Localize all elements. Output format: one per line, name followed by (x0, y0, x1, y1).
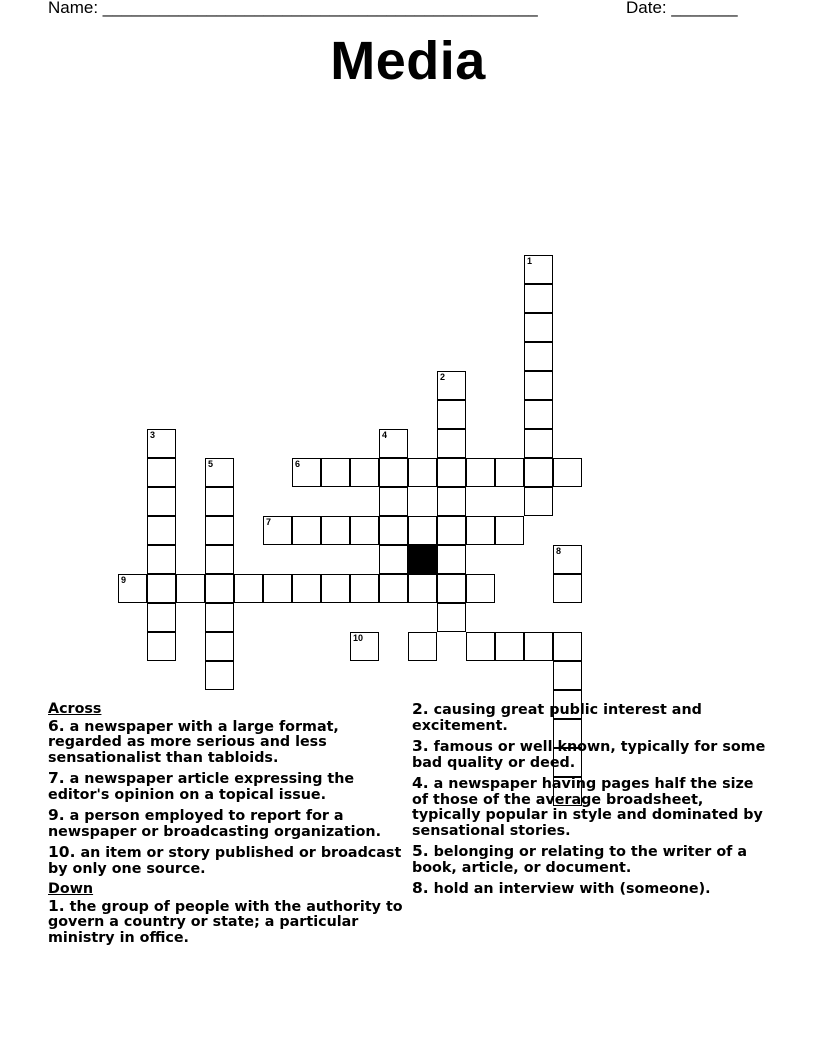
crossword-cell[interactable] (437, 429, 466, 458)
clue-number-label: 1 (527, 256, 533, 266)
black-cell (408, 545, 437, 574)
crossword-cell[interactable] (524, 342, 553, 371)
crossword-cell[interactable] (379, 487, 408, 516)
clue-text: hold an interview with (someone). (433, 881, 711, 897)
crossword-cell[interactable] (350, 632, 379, 661)
crossword-cell[interactable] (553, 545, 582, 574)
crossword-cell[interactable] (205, 487, 234, 516)
clue-number-label: 6 (295, 459, 301, 469)
crossword-cell[interactable] (553, 661, 582, 690)
crossword-cell[interactable] (437, 371, 466, 400)
crossword-cell[interactable] (147, 574, 176, 603)
clue-text: famous or well known, typically for some bad quality or deed. (412, 739, 766, 771)
crossword-cell[interactable] (466, 574, 495, 603)
crossword-cell[interactable] (263, 516, 292, 545)
crossword-cell[interactable] (466, 632, 495, 661)
crossword-cell[interactable] (553, 632, 582, 661)
clue-down-1 (48, 896, 408, 947)
crossword-cell[interactable] (147, 603, 176, 632)
crossword-cell[interactable] (350, 574, 379, 603)
crossword-cell[interactable] (234, 574, 263, 603)
crossword-cell[interactable] (437, 487, 466, 516)
clue-number: 1. (48, 896, 65, 915)
crossword-cell[interactable] (495, 632, 524, 661)
crossword-cell[interactable] (408, 574, 437, 603)
date-field-label: Date: _______ (626, 0, 738, 17)
crossword-cell[interactable] (292, 458, 321, 487)
clue-text: a newspaper having pages half the size of those of the average broadsheet, typically popular in style and dominated by sensational stories. (412, 776, 763, 839)
clues-left-column (48, 702, 408, 951)
crossword-cell[interactable] (466, 516, 495, 545)
clue-number: 9. (48, 806, 65, 824)
crossword-cell[interactable] (321, 516, 350, 545)
crossword-cell[interactable] (263, 574, 292, 603)
crossword-cell[interactable] (408, 516, 437, 545)
crossword-cell[interactable] (321, 574, 350, 603)
crossword-cell[interactable] (147, 632, 176, 661)
clue-number: 4. (412, 774, 429, 792)
crossword-cell[interactable] (553, 574, 582, 603)
crossword-cell[interactable] (524, 458, 553, 487)
name-field-label: Name: ______________________________________________ (48, 0, 538, 17)
clue-number-label: 5 (208, 459, 214, 469)
crossword-cell[interactable] (205, 603, 234, 632)
crossword-cell[interactable] (524, 255, 553, 284)
crossword-cell[interactable] (147, 429, 176, 458)
crossword-cell[interactable] (495, 516, 524, 545)
crossword-cell[interactable] (321, 458, 350, 487)
crossword-cell[interactable] (408, 458, 437, 487)
clue-number-label: 4 (382, 430, 388, 440)
crossword-cell[interactable] (205, 516, 234, 545)
crossword-cell[interactable] (524, 487, 553, 516)
crossword-cell[interactable] (553, 458, 582, 487)
clue-number: 7. (48, 769, 65, 787)
clue-down-2 (412, 702, 772, 734)
crossword-cell[interactable] (147, 545, 176, 574)
crossword-cell[interactable] (495, 458, 524, 487)
crossword-cell[interactable] (205, 458, 234, 487)
clue-number-label: 10 (353, 633, 364, 643)
clue-down-4 (412, 776, 772, 839)
clue-text: belonging or relating to the writer of a book, article, or document. (412, 844, 748, 876)
clue-text: a newspaper with a large format, regarded as more serious and less sensationalist than tabloids. (48, 718, 339, 766)
clue-across-6 (48, 716, 408, 767)
crossword-cell[interactable] (205, 545, 234, 574)
across-heading: Across (48, 701, 102, 717)
crossword-cell[interactable] (437, 545, 466, 574)
clue-number-label: 2 (440, 372, 446, 382)
clue-number: 6. (48, 716, 65, 735)
crossword-cell[interactable] (524, 371, 553, 400)
clue-text: a person employed to report for a newspaper or broadcasting organization. (48, 808, 381, 840)
crossword-cell[interactable] (292, 516, 321, 545)
clue-number-label: 3 (150, 430, 156, 440)
crossword-cell[interactable] (408, 632, 437, 661)
clue-text: the group of people with the authority to govern a country or state; a particular ministry in office. (48, 898, 403, 946)
clue-number: 5. (412, 842, 429, 860)
crossword-cell[interactable] (205, 574, 234, 603)
crossword-cell[interactable] (147, 458, 176, 487)
clue-number: 10. (48, 843, 76, 861)
clue-text: an item or story published or broadcast by only one source. (48, 845, 402, 877)
crossword-cell[interactable] (524, 400, 553, 429)
clue-across-7 (48, 771, 408, 803)
crossword-cell[interactable] (176, 574, 205, 603)
crossword-cell[interactable] (147, 516, 176, 545)
crossword-cell[interactable] (379, 545, 408, 574)
clue-across-10 (48, 845, 408, 877)
clue-across-9 (48, 808, 408, 840)
crossword-cell[interactable] (437, 516, 466, 545)
clue-number: 8. (412, 879, 429, 897)
crossword-cell[interactable] (350, 516, 379, 545)
crossword-cell[interactable] (118, 574, 147, 603)
crossword-cell[interactable] (379, 458, 408, 487)
crossword-cell[interactable] (524, 429, 553, 458)
crossword-cell[interactable] (292, 574, 321, 603)
crossword-cell[interactable] (437, 458, 466, 487)
clue-text: a newspaper article expressing the editor's opinion on a topical issue. (48, 771, 355, 803)
clue-number: 3. (412, 737, 429, 755)
crossword-cell[interactable] (379, 429, 408, 458)
clue-number-label: 9 (121, 575, 127, 585)
clue-down-8 (412, 881, 772, 898)
crossword-cell[interactable] (524, 632, 553, 661)
crossword-cell[interactable] (379, 574, 408, 603)
crossword-cell[interactable] (205, 632, 234, 661)
crossword-cell[interactable] (466, 458, 495, 487)
crossword-cell[interactable] (524, 284, 553, 313)
down-heading: Down (48, 881, 94, 897)
crossword-cell[interactable] (147, 487, 176, 516)
clue-down-3 (412, 739, 772, 771)
clue-down-5 (412, 844, 772, 876)
clue-number: 2. (412, 700, 429, 718)
clue-text: causing great public interest and excitement. (412, 702, 702, 734)
crossword-cell[interactable] (437, 400, 466, 429)
crossword-cell[interactable] (524, 313, 553, 342)
crossword-cell[interactable] (379, 516, 408, 545)
crossword-cell[interactable] (350, 458, 379, 487)
clues-right-column (412, 702, 772, 903)
clue-number-label: 7 (266, 517, 272, 527)
crossword-cell[interactable] (437, 574, 466, 603)
page-title: Media (330, 31, 486, 91)
crossword-cell[interactable] (437, 603, 466, 632)
crossword-cell[interactable] (205, 661, 234, 690)
clue-number-label: 8 (556, 546, 562, 556)
